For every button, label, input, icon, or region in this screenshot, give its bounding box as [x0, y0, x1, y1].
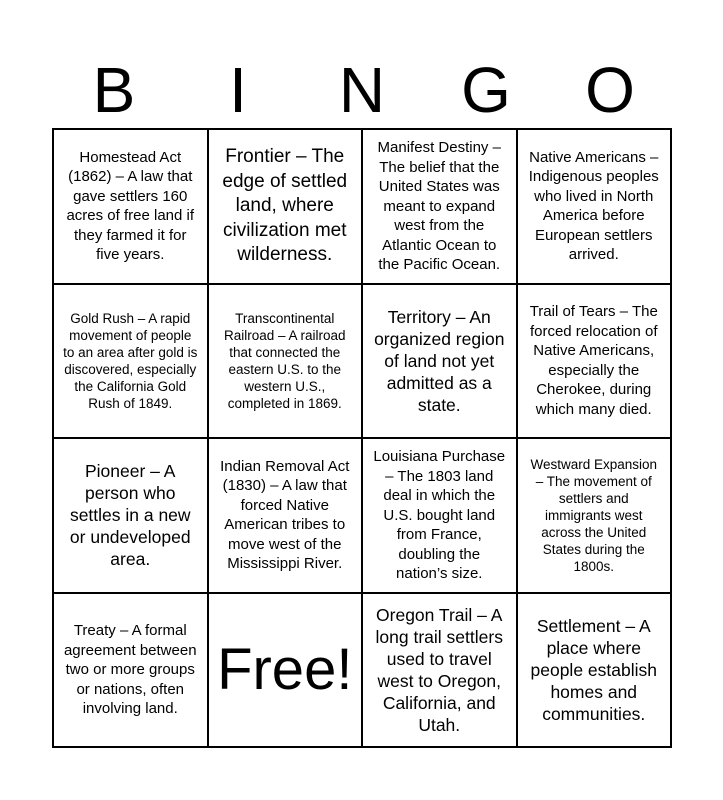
bingo-cell	[518, 439, 673, 594]
bingo-cell	[54, 285, 209, 440]
cell-text: Native Americans – Indigenous peoples who lived in North America before European settlers arrived.	[528, 148, 659, 264]
cell-text: Louisiana Purchase – The 1803 land deal in which the U.S. bought land from France, doubling the nation’s size.	[373, 448, 506, 582]
cell-text: Settlement – A place where people establish homes and communities.	[530, 615, 657, 724]
bingo-header	[52, 52, 672, 128]
cell-text: Treaty – A formal agreement between two or more groups or nations, often involving land.	[63, 622, 197, 717]
bingo-cell	[209, 439, 364, 594]
bingo-cell	[54, 130, 209, 285]
cell-text: Manifest Destiny – The belief that the United States was meant to expand west from the Atlantic Ocean to the Pacific Ocean.	[377, 139, 501, 273]
bingo-cell	[54, 439, 209, 594]
header-letter-o: O	[585, 54, 635, 126]
bingo-cell	[363, 285, 518, 440]
bingo-cell	[54, 594, 209, 749]
bingo-cell	[518, 594, 673, 749]
bingo-cell	[363, 439, 518, 594]
cell-text: Pioneer – A person who settles in a new or undeveloped area.	[69, 461, 191, 570]
header-letter-b: B	[92, 54, 136, 126]
header-letter-i: I	[229, 54, 247, 126]
bingo-cell	[518, 285, 673, 440]
cell-text: Oregon Trail – A long trail settlers used to travel west to Oregon, California, and Utah.	[375, 604, 503, 735]
cell-text: Gold Rush – A rapid movement of people to an area after gold is discovered, especially the California Gold Rush of 1849.	[63, 310, 198, 411]
bingo-cell	[209, 130, 364, 285]
cell-text: Frontier – The edge of settled land, where civilization met wilderness.	[222, 146, 348, 265]
bingo-cell	[518, 130, 673, 285]
cell-text: Trail of Tears – The forced relocation of Native Americans, especially the Cherokee, during which many died.	[529, 303, 658, 418]
cell-text: Homestead Act (1862) – A law that gave settlers 160 acres of free land if they farmed it for five years.	[66, 148, 195, 264]
bingo-cell	[209, 285, 364, 440]
bingo-cell	[363, 594, 518, 749]
bingo-board	[52, 128, 672, 748]
cell-text: Indian Removal Act (1830) – A law that forced Native American tribes to move west of the Mississippi River.	[220, 457, 350, 573]
header-letter-n: N	[338, 54, 386, 126]
cell-text: Westward Expansion – The movement of settlers and immigrants west across the United States during the 1800s.	[530, 456, 658, 574]
header-letter-g: G	[461, 54, 511, 126]
cell-text: Transcontinental Railroad – A railroad that connected the eastern U.S. to the western U.S., completed in 1869.	[223, 310, 346, 411]
free-space-text: Free!	[217, 636, 353, 702]
cell-text: Territory – An organized region of land not yet admitted as a state.	[374, 306, 505, 415]
free-space-cell	[209, 594, 364, 749]
bingo-cell	[363, 130, 518, 285]
